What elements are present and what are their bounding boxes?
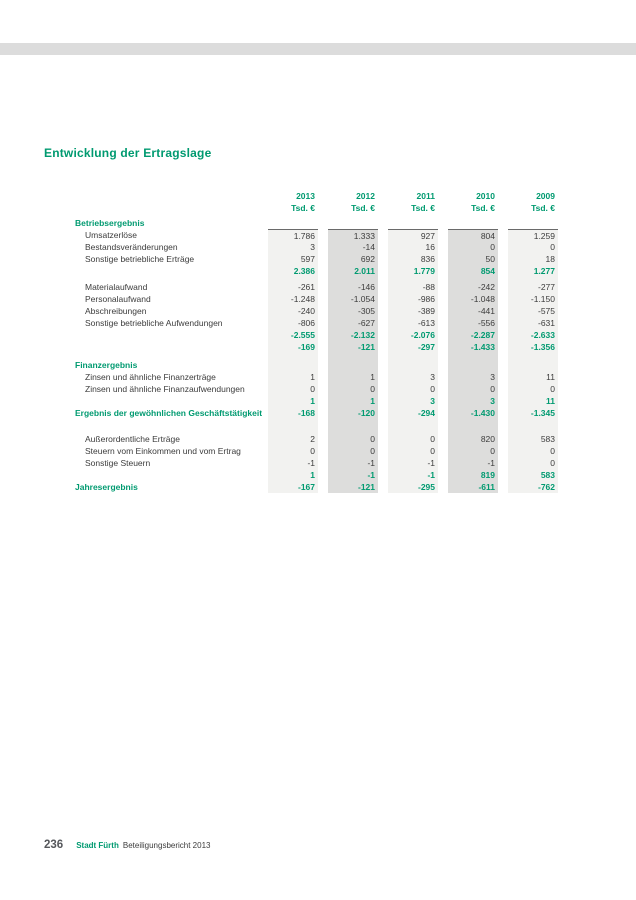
table-row — [75, 229, 558, 241]
value-cell: 0 — [328, 445, 378, 458]
row-label — [75, 341, 258, 353]
row-label: Jahresergebnis — [75, 482, 138, 492]
row-label: Finanzergebnis — [75, 360, 138, 370]
value-cell: 2.386 — [268, 265, 318, 278]
value-cell: -14 — [328, 241, 378, 254]
row-label: Betriebsergebnis — [75, 218, 145, 228]
value-cell: 836 — [388, 253, 438, 266]
value-cell: -613 — [388, 317, 438, 330]
row-label — [75, 419, 258, 433]
value-cell: 16 — [388, 241, 438, 254]
column-header-year: 2011 — [416, 191, 435, 201]
page-number: 236 — [44, 839, 64, 851]
value-cell: -986 — [388, 293, 438, 306]
value-cell: -627 — [328, 317, 378, 330]
value-cell: 11 — [508, 371, 558, 384]
row-label: Sonstige betriebliche Aufwendungen — [85, 318, 223, 328]
column-header-unit: Tsd. € — [291, 203, 315, 213]
value-cell — [328, 359, 378, 371]
table-row — [75, 293, 558, 305]
value-cell: 3 — [268, 241, 318, 254]
value-cell: -1 — [268, 457, 318, 470]
value-cell — [328, 217, 378, 229]
table-row — [75, 371, 558, 383]
value-cell — [388, 217, 438, 229]
value-cell — [448, 419, 498, 433]
value-cell: 927 — [388, 229, 438, 243]
value-cell — [508, 359, 558, 371]
column-header-unit: Tsd. € — [531, 203, 555, 213]
row-label: Steuern vom Einkommen und vom Ertrag — [85, 446, 241, 456]
value-cell: -261 — [268, 281, 318, 294]
value-cell: 0 — [508, 383, 558, 396]
value-cell: -1 — [388, 469, 438, 482]
value-cell: -295 — [388, 481, 438, 493]
footer-report-title: Beteiligungsbericht 2013 — [122, 841, 211, 850]
value-cell: -297 — [388, 341, 438, 353]
value-cell: 3 — [448, 395, 498, 408]
value-cell: -1 — [388, 457, 438, 470]
value-cell: -242 — [448, 281, 498, 294]
value-cell: -277 — [508, 281, 558, 294]
table-row — [75, 445, 558, 457]
value-cell: -2.287 — [448, 329, 498, 342]
footer-brand: Stadt Fürth — [76, 841, 119, 850]
value-cell: 804 — [448, 229, 498, 243]
value-cell: 0 — [268, 445, 318, 458]
value-cell: 0 — [508, 457, 558, 470]
value-cell: -240 — [268, 305, 318, 318]
column-header-year: 2012 — [356, 191, 375, 201]
value-cell: -120 — [328, 407, 378, 419]
value-cell: -294 — [388, 407, 438, 419]
value-cell: -2.132 — [328, 329, 378, 342]
row-label: Materialaufwand — [85, 282, 148, 292]
page-footer — [44, 839, 210, 851]
value-cell: 1 — [268, 395, 318, 408]
table-row — [75, 433, 558, 445]
value-cell — [388, 359, 438, 371]
table-row — [75, 305, 558, 317]
value-cell: -441 — [448, 305, 498, 318]
value-cell: -1 — [448, 457, 498, 470]
table-row — [75, 281, 558, 293]
value-cell: -167 — [268, 481, 318, 493]
value-cell: 1 — [328, 371, 378, 384]
value-cell: 854 — [448, 265, 498, 278]
column-header-year: 2013 — [296, 191, 315, 201]
value-cell: 820 — [448, 433, 498, 446]
table-row — [75, 341, 558, 353]
value-cell: 0 — [448, 383, 498, 396]
table-row — [75, 217, 558, 229]
row-label: Sonstige Steuern — [85, 458, 151, 468]
value-cell: 3 — [388, 395, 438, 408]
value-cell: -169 — [268, 341, 318, 353]
table-row — [75, 329, 558, 341]
value-cell: -88 — [388, 281, 438, 294]
row-label: Bestandsveränderungen — [85, 242, 178, 252]
column-header-year: 2010 — [476, 191, 495, 201]
value-cell: 0 — [328, 433, 378, 446]
column-header-unit: Tsd. € — [411, 203, 435, 213]
page-title: Entwicklung der Ertragslage — [44, 146, 212, 160]
value-cell: -1 — [328, 457, 378, 470]
value-cell: 692 — [328, 253, 378, 266]
value-cell — [388, 419, 438, 433]
value-cell: -1.048 — [448, 293, 498, 306]
earnings-table-body — [75, 217, 558, 493]
value-cell: -121 — [328, 481, 378, 493]
value-cell: -1.345 — [508, 407, 558, 419]
column-header-unit: Tsd. € — [471, 203, 495, 213]
table-header-years — [75, 190, 558, 202]
value-cell: -1.248 — [268, 293, 318, 306]
value-cell: 1.779 — [388, 265, 438, 278]
row-label: Sonstige betriebliche Erträge — [85, 254, 195, 264]
value-cell: 583 — [508, 433, 558, 446]
value-cell: -575 — [508, 305, 558, 318]
value-cell: -1.430 — [448, 407, 498, 419]
value-cell: 2.011 — [328, 265, 378, 278]
value-cell: 0 — [448, 445, 498, 458]
value-cell: 0 — [388, 383, 438, 396]
value-cell: -1.433 — [448, 341, 498, 353]
value-cell: -631 — [508, 317, 558, 330]
value-cell: -806 — [268, 317, 318, 330]
value-cell: -1.054 — [328, 293, 378, 306]
value-cell — [268, 217, 318, 229]
value-cell: 0 — [328, 383, 378, 396]
column-header-year: 2009 — [536, 191, 555, 201]
table-row — [75, 419, 558, 433]
value-cell: 819 — [448, 469, 498, 482]
value-cell: 0 — [508, 445, 558, 458]
row-label: Ergebnis der gewöhnlichen Geschäftstätigkeit — [75, 408, 263, 418]
row-label: Zinsen und ähnliche Finanzerträge — [85, 372, 216, 382]
table-row — [75, 395, 558, 407]
value-cell: -1.356 — [508, 341, 558, 353]
value-cell — [448, 359, 498, 371]
value-cell: -556 — [448, 317, 498, 330]
table-row — [75, 241, 558, 253]
value-cell: 1 — [268, 469, 318, 482]
value-cell: -762 — [508, 481, 558, 493]
table-row — [75, 317, 558, 329]
value-cell: -2.076 — [388, 329, 438, 342]
header-spacer — [75, 190, 258, 202]
value-cell — [508, 217, 558, 229]
table-row — [75, 457, 558, 469]
row-label: Abschreibungen — [85, 306, 147, 316]
value-cell — [268, 359, 318, 371]
value-cell: 1.333 — [328, 229, 378, 243]
value-cell: 583 — [508, 469, 558, 482]
value-cell — [328, 419, 378, 433]
table-row — [75, 469, 558, 481]
value-cell: 0 — [388, 445, 438, 458]
page-top-bar — [0, 43, 636, 55]
header-spacer — [75, 202, 258, 214]
earnings-table — [75, 190, 558, 493]
table-header-units — [75, 202, 558, 214]
row-label: Außerordentliche Erträge — [85, 434, 180, 444]
table-row — [75, 481, 558, 493]
value-cell: 0 — [268, 383, 318, 396]
value-cell: 3 — [388, 371, 438, 384]
value-cell: 597 — [268, 253, 318, 266]
value-cell: -305 — [328, 305, 378, 318]
value-cell: -1 — [328, 469, 378, 482]
value-cell — [508, 419, 558, 433]
row-label: Personalaufwand — [85, 294, 151, 304]
value-cell: 50 — [448, 253, 498, 266]
table-row — [75, 383, 558, 395]
table-row — [75, 407, 558, 419]
value-cell: -2.633 — [508, 329, 558, 342]
value-cell: -611 — [448, 481, 498, 493]
value-cell: -121 — [328, 341, 378, 353]
value-cell: -168 — [268, 407, 318, 419]
value-cell: 11 — [508, 395, 558, 408]
row-label: Zinsen und ähnliche Finanzaufwendungen — [85, 384, 245, 394]
value-cell: 1 — [268, 371, 318, 384]
value-cell: 1.259 — [508, 229, 558, 243]
value-cell: 1.277 — [508, 265, 558, 278]
value-cell — [268, 419, 318, 433]
value-cell: -2.555 — [268, 329, 318, 342]
value-cell: 0 — [508, 241, 558, 254]
table-row — [75, 359, 558, 371]
row-label: Umsatzerlöse — [85, 230, 137, 240]
value-cell: 1 — [328, 395, 378, 408]
value-cell: -146 — [328, 281, 378, 294]
value-cell: 2 — [268, 433, 318, 446]
value-cell: 18 — [508, 253, 558, 266]
value-cell: 0 — [448, 241, 498, 254]
value-cell — [448, 217, 498, 229]
value-cell: 3 — [448, 371, 498, 384]
value-cell: 0 — [388, 433, 438, 446]
table-row — [75, 253, 558, 265]
value-cell: 1.786 — [268, 229, 318, 243]
table-row — [75, 265, 558, 277]
value-cell: -1.150 — [508, 293, 558, 306]
value-cell: -389 — [388, 305, 438, 318]
column-header-unit: Tsd. € — [351, 203, 375, 213]
